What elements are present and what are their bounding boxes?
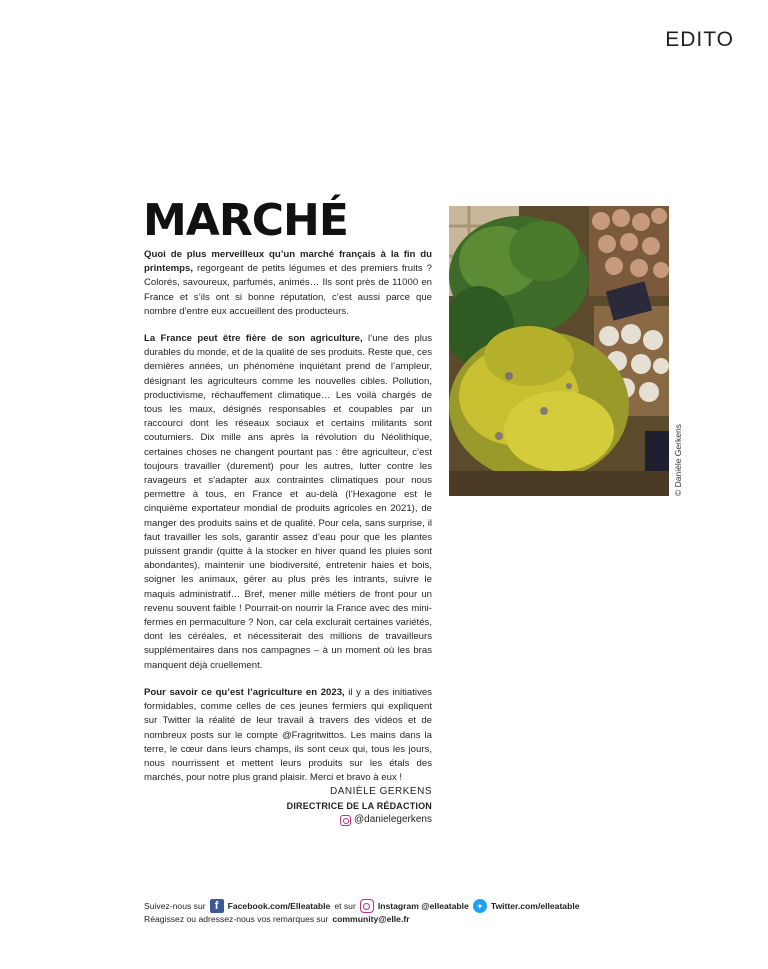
- editorial-body: [144, 248, 432, 798]
- paragraph-text: regorgeant de petits légumes et des premiers fruits ? Colorés, savoureux, parfumés, animés… Ils sont près de 11000 en France et s’ils ont si bonne réputation, c’est aussi parce que nombre d’entre eux accueillent des producteurs.: [144, 263, 432, 317]
- instagram-icon: [360, 899, 374, 913]
- author-role: DIRECTRICE DE LA RÉDACTION: [286, 801, 432, 811]
- signature: [287, 785, 432, 827]
- author-handle[interactable]: @danielegerkens: [354, 814, 432, 825]
- paragraph-3: [144, 686, 432, 785]
- contact-email[interactable]: community@elle.fr: [332, 914, 410, 924]
- footer-social-row: [144, 899, 580, 913]
- paragraph-lead: Quoi de plus merveilleux qu’un marché français à la fin du printemps,: [144, 249, 432, 275]
- footer: [144, 899, 580, 926]
- photo-credit: © Danièle Gerkens: [673, 424, 683, 496]
- facebook-icon: f: [210, 899, 224, 913]
- author-name: DANIÈLE GERKENS: [330, 786, 432, 797]
- paragraph-text: l’une des plus durables du monde, et de la qualité de ses produits. Reste que, ces dernières années, un phénomène inquiétant prend de l’ampleur, désignant les agriculteurs comme les nouvelles cibles. Pollution, productivisme, réchauffement climatique… Les voilà chargés de tous les maux, désignés responsables et coupables par un raccourci dont les réseaux sociaux et certains militants sont coutumiers. Dix mille ans après la révolution du Néolithique, certaines choses ne changent pourtant pas : être agriculteur, c’est toujours travailler (durement) pour les autres, lutter contre les ravageurs et s’adapter aux contraintes climatiques pour nous permettre à tous, en France et au-delà (l’Hexagone est le cinquième exportateur mondial de produits agricoles en 2021), de manger des produits sains et de qualité. Pour cela, sans surprise, il faut travailler les sols, garantir assez d’eau pour que les plantes puissent grandir (quitte à la stocker en hiver quand les pluies sont abondantes), maintenir une biodiversité, entretenir haies et bois, soigner les animaux, gérer au plus près les intrants, suivre le maquis administratif… Bref, mener mille métiers de front pour un revenu souvent faible ! Pourrait-on nourrir la France avec des mini-fermes en permaculture ? Non, car cela exclurait certaines variétés, dont les céréales, et nécessiterait des millions de travailleurs supplémentaires dans nos campagnes – à un moment où les bras manquent déjà cruellement.: [144, 333, 432, 671]
- paragraph-1: [144, 248, 432, 319]
- twitter-link[interactable]: Twitter.com/elleatable: [490, 900, 580, 911]
- section-label: EDITO: [665, 28, 734, 51]
- twitter-icon: ✦: [473, 899, 487, 913]
- instagram-icon: [340, 815, 351, 826]
- author-handle-row[interactable]: [287, 813, 432, 827]
- paragraph-lead: Pour savoir ce qu’est l’agriculture en 2023,: [144, 686, 345, 698]
- follow-prefix: Suivez-nous sur: [144, 900, 206, 911]
- market-photo: [449, 206, 669, 496]
- footer-contact-row: [144, 913, 580, 926]
- paragraph-lead: La France peut être fière de son agriculture,: [144, 333, 363, 345]
- and-text: et sur: [334, 900, 356, 911]
- instagram-link[interactable]: Instagram @elleatable: [377, 900, 469, 911]
- facebook-link[interactable]: Facebook.com/Elleatable: [227, 900, 331, 911]
- paragraph-2: [144, 332, 432, 673]
- market-photo-illustration: [449, 206, 669, 496]
- paragraph-text: il y a des initiatives formidables, comme celles de ces jeunes fermiers qui expliquent sur Twitter la réalité de leur travail à travers des vidéos et de nombreux posts sur le compte @Fragritwittos. Les mains dans la terre, le cœur dans leurs champs, ils sont ceux qui, tous les jours, nous nourrissent et mettent leurs produits sur les étals des marchés, pour notre plus grand plaisir. Merci et bravo à eux !: [144, 686, 432, 784]
- editorial-title: MARCHÉ: [143, 195, 348, 246]
- contact-prefix: Réagissez ou adressez-nous vos remarques sur: [144, 914, 329, 924]
